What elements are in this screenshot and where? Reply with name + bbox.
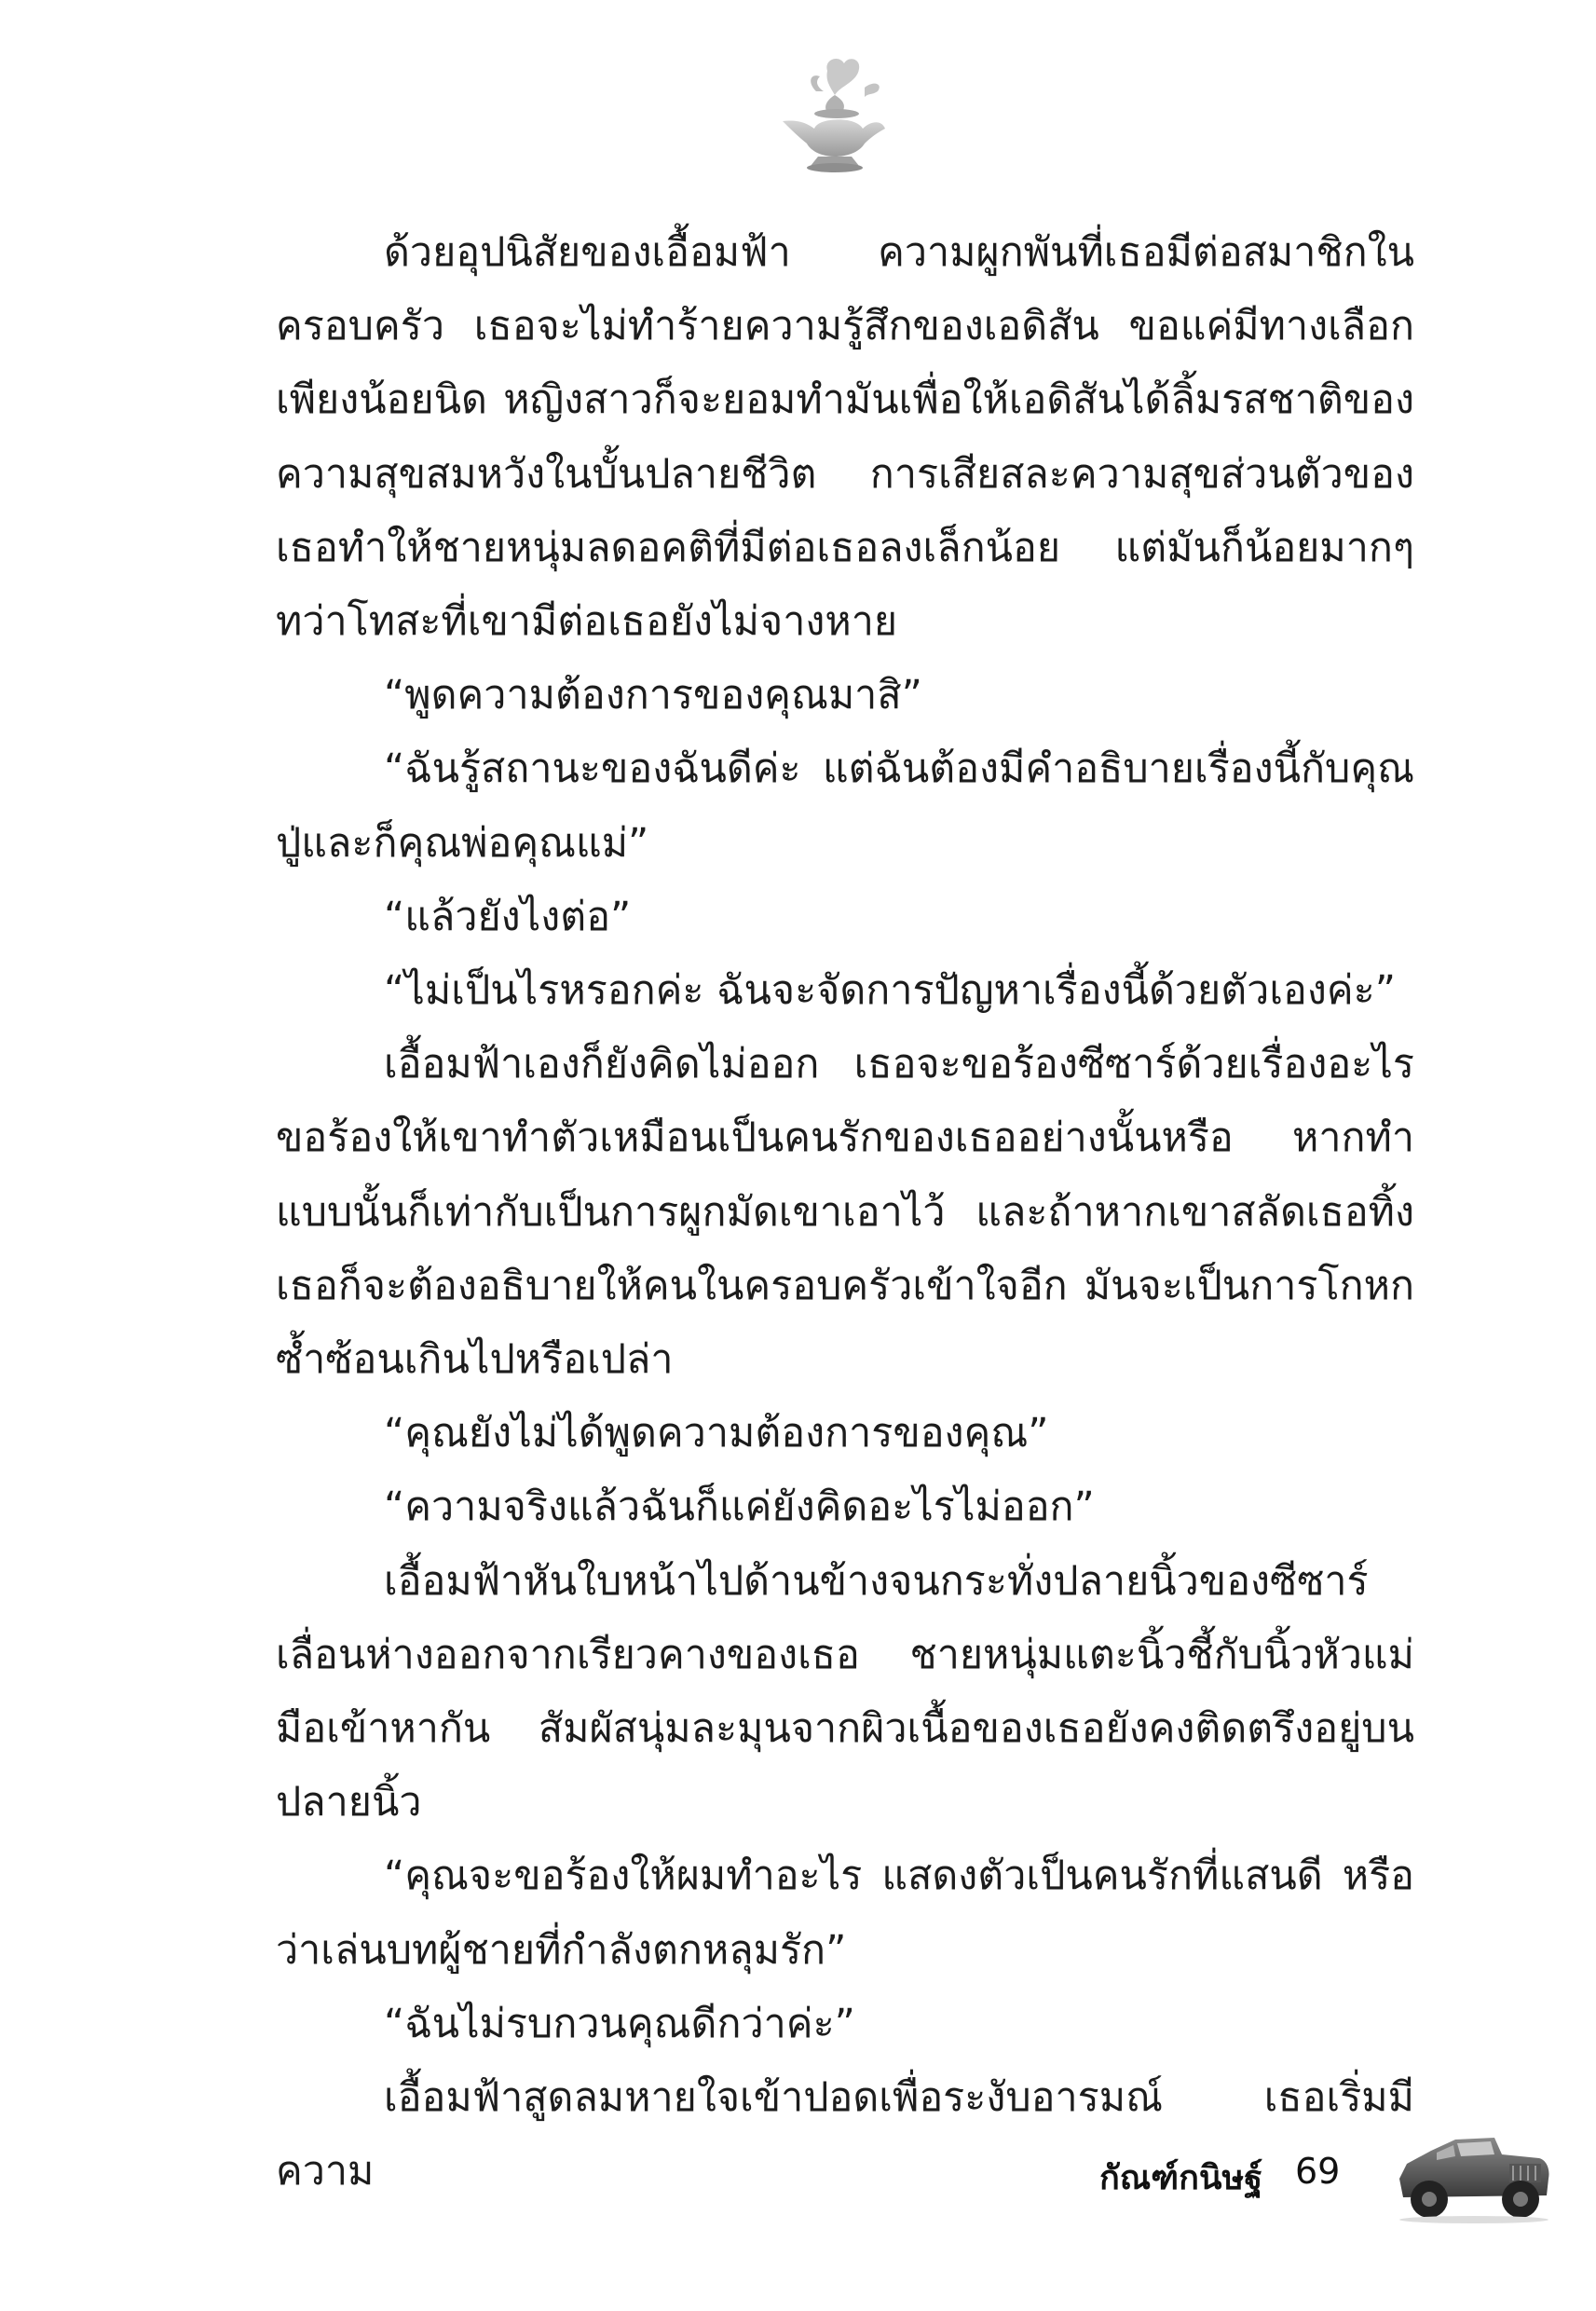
dialogue-line: “คุณยังไม่ได้พูดความต้องการของคุณ” <box>384 1410 1049 1457</box>
jeep-car-icon <box>1390 2123 1558 2225</box>
page-number: 69 <box>1295 2151 1341 2192</box>
page-footer <box>1099 2123 1565 2235</box>
paragraph: ด้วยอุปนิสัยของเอื้อมฟ้า ความผูกพันที่เธอมีต่อสมาชิกในครอบครัว เธอจะไม่ทำร้ายความรู้สึกของเอดิสัน ขอแค่มีทางเลือกเพียงน้อยนิด หญิงสาวก็จะยอมทำมันเพื่อให้เอดิสันได้ลิ้มรสชาติของความสุขสมหวังในบั้นปลายชีวิต การเสียสละความสุขส่วนตัวของเธอทำให้ชายหนุ่มลดอคติที่มีต่อเธอลงเล็กน้อย แต่มันก็น้อยมากๆ ทว่าโทสะที่เขามีต่อเธอยังไม่จางหาย <box>276 229 1414 646</box>
paragraph: เอื้อมฟ้าสูดลมหายใจเข้าปอดเพื่อระงับอารมณ์ เธอเริ่มมีความ <box>276 2074 1414 2195</box>
genie-lamp-icon <box>770 54 900 175</box>
dialogue-line: “ไม่เป็นไรหรอกค่ะ ฉันจะจัดการปัญหาเรื่องนี้ด้วยตัวเองค่ะ” <box>384 967 1396 1015</box>
dialogue-line: “แล้วยังไงต่อ” <box>384 893 632 940</box>
body-text <box>276 216 1414 2208</box>
paragraph: เอื้อมฟ้าเองก็ยังคิดไม่ออก เธอจะขอร้องซีซาร์ด้วยเรื่องอะไร ขอร้องให้เขาทำตัวเหมือนเป็นคนรักของเธออย่างนั้นหรือ หากทำแบบนั้นก็เท่ากับเป็นการผูกมัดเขาเอาไว้ และถ้าหากเขาสลัดเธอทิ้ง เธอก็จะต้องอธิบายให้คนในครอบครัวเข้าใจอีก มันจะเป็นการโกหกซ้ำซ้อนเกินไปหรือเปล่า <box>276 1041 1414 1384</box>
dialogue-line: “ฉันไม่รบกวนคุณดีกว่าค่ะ” <box>384 2000 855 2047</box>
book-title: กัณฑ์กนิษฐ์ <box>1099 2159 1263 2197</box>
dialogue-line: “พูดความต้องการของคุณมาสิ” <box>384 672 922 719</box>
dialogue-line: “ฉันรู้สถานะของฉันดีค่ะ แต่ฉันต้องมีคำอธิบายเรื่องนี้กับคุณปู่และก็คุณพ่อคุณแม่” <box>276 745 1414 867</box>
dialogue-line: “ความจริงแล้วฉันก็แค่ยังคิดอะไรไม่ออก” <box>384 1484 1095 1531</box>
dialogue-line: “คุณจะขอร้องให้ผมทำอะไร แสดงตัวเป็นคนรักที่แสนดี หรือว่าเล่นบทผู้ชายที่กำลังตกหลุมรัก” <box>276 1853 1414 1974</box>
paragraph: เอื้อมฟ้าหันใบหน้าไปด้านข้างจนกระทั่งปลายนิ้วของซีซาร์เลื่อนห่างออกจากเรียวคางของเธอ ชายหนุ่มแตะนิ้วชี้กับนิ้วหัวแม่มือเข้าหากัน สัมผัสนุ่มละมุนจากผิวเนื้อของเธอยังคงติดตรึงอยู่บนปลายนิ้ว <box>276 1557 1414 1826</box>
